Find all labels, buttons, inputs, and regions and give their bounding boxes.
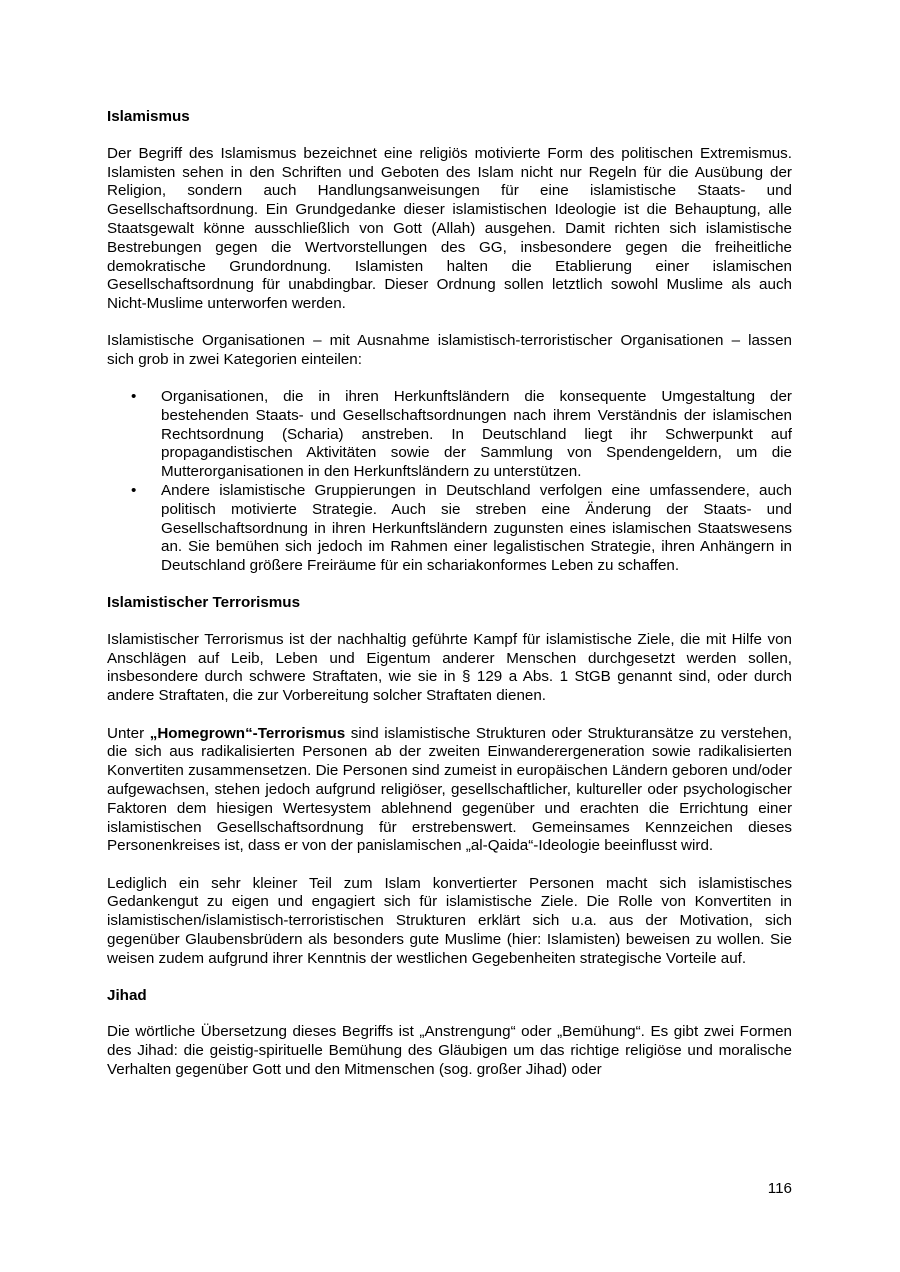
paragraph: Lediglich ein sehr kleiner Teil zum Islam konvertierter Personen macht sich islamistisches Gedankengut zu eigen und engagiert sich für islamistische Ziele. Die Rolle von Konvertiten in islamistischen/islamistisch-terroristischen Strukturen erklärt sich u.a. aus der Motivation, sich gegenüber Glaubensbrüdern als besonders gute Muslime (hier: Islamisten) beweisen zu wollen. Sie weisen zudem aufgrund ihrer Kenntnis der westlichen Gegebenheiten strategische Vorteile auf. [107,874,792,967]
paragraph: Islamistischer Terrorismus ist der nachhaltig geführte Kampf für islamistische Ziele, die mit Hilfe von Anschlägen auf Leib, Leben und Eigentum anderer Menschen durchgesetzt werden sollen, insbesondere durch schwere Straftaten, wie sie in § 129 a Abs. 1 StGB genannt sind, oder durch andere Straftaten, die zur Vorbereitung solcher Straftaten dienen. [107,630,792,705]
document-page [107,108,792,1080]
paragraph-rest: sind islamistische Strukturen oder Strukturansätze zu verstehen, die sich aus radikalisierten Personen ab der zweiten Einwanderergeneration sowie radikalisierten Konvertiten zusammensetzen. Die Personen sind zumeist in europäischen Ländern geboren und/oder aufgewachsen, stehen jedoch aufgrund religiöser, gesellschaftlicher, kultureller oder psychologischer Faktoren dem hiesigen Wertesystem ablehnend gegenüber und erachten die Errichtung einer islamistischen Gesellschaftsordnung für erstrebenswert. Gemeinsames Kennzeichen dieses Personenkreises ist, dass er von der panislamischen „al-Qaida“-Ideologie beeinflusst wird. [107,724,792,855]
bullet-icon: • [131,388,137,406]
section-heading-terrorismus: Islamistischer Terrorismus [107,594,301,612]
section-heading-jihad: Jihad [107,986,147,1004]
bold-term: „Homegrown“-Terrorismus [149,724,346,742]
paragraph: Der Begriff des Islamismus bezeichnet eine religiös motivierte Form des politischen Extremismus. Islamisten sehen in den Schriften und Geboten des Islam nicht nur Regeln für die Ausübung der Religion, sondern auch Handlungsanweisungen für eine islamistische Staats- und Gesellschaftsordnung. Ein Grundgedanke dieser islamistischen Ideologie ist die Behauptung, alle Staatsgewalt könne ausschließlich von Gott (Allah) ausgehen. Damit richten sich islamistische Bestrebungen gegen die Wertvorstellungen des GG, insbesondere gegen die freiheitliche demokratische Grundordnung. Islamisten halten die Etablierung einer islamischen Gesellschaftsordnung für unabdingbar. Dieser Ordnung sollen letztlich sowohl Muslime als auch Nicht-Muslime unterworfen werden. [107,144,792,313]
page-number: 116 [767,1180,792,1197]
section-heading-islamismus: Islamismus [107,108,190,125]
paragraph-prefix: Unter [107,724,150,742]
bullet-list [107,388,792,576]
paragraph: Die wörtliche Übersetzung dieses Begriffs ist „Anstrengung“ oder „Bemühung“. Es gibt zwei Formen des Jihad: die geistig-spirituelle Bemühung des Gläubigen um das richtige religiöse und moralische Verhalten gegenüber Gott und den Mitmenschen (sog. großer Jihad) oder [107,1023,792,1078]
list-item-text: Organisationen, die in ihren Herkunftsländern die konsequente Umgestaltung der bestehenden Staats- und Gesellschaftsordnungen nach ihrem Verständnis der islamischen Rechtsordnung (Scharia) anstreben. In Deutschland liegt ihr Schwerpunkt auf propagandistischen Aktivitäten sowie der Sammlung von Spendengeldern, um die Mutterorganisationen in den Herkunftsländern zu unterstützen. [161,388,792,481]
list-item [107,388,792,482]
paragraph [107,725,792,857]
paragraph: Islamistische Organisationen – mit Ausnahme islamistisch-terroristischer Organisationen – lassen sich grob in zwei Kategorien einteilen: [107,332,792,369]
list-item-text: Andere islamistische Gruppierungen in Deutschland verfolgen eine umfassendere, auch politisch motivierte Strategie. Auch sie streben eine Änderung der Staats- und Gesellschaftsordnung in ihren Herkunftsländern zugunsten eines islamischen Staatswesens an. Sie bemühen sich jedoch im Rahmen einer legalistischen Strategie, ihren Anhängern in Deutschland größere Freiräume für ein schariakonformes Leben zu schaffen. [161,482,792,575]
list-item [107,482,792,576]
bullet-icon: • [131,482,137,500]
